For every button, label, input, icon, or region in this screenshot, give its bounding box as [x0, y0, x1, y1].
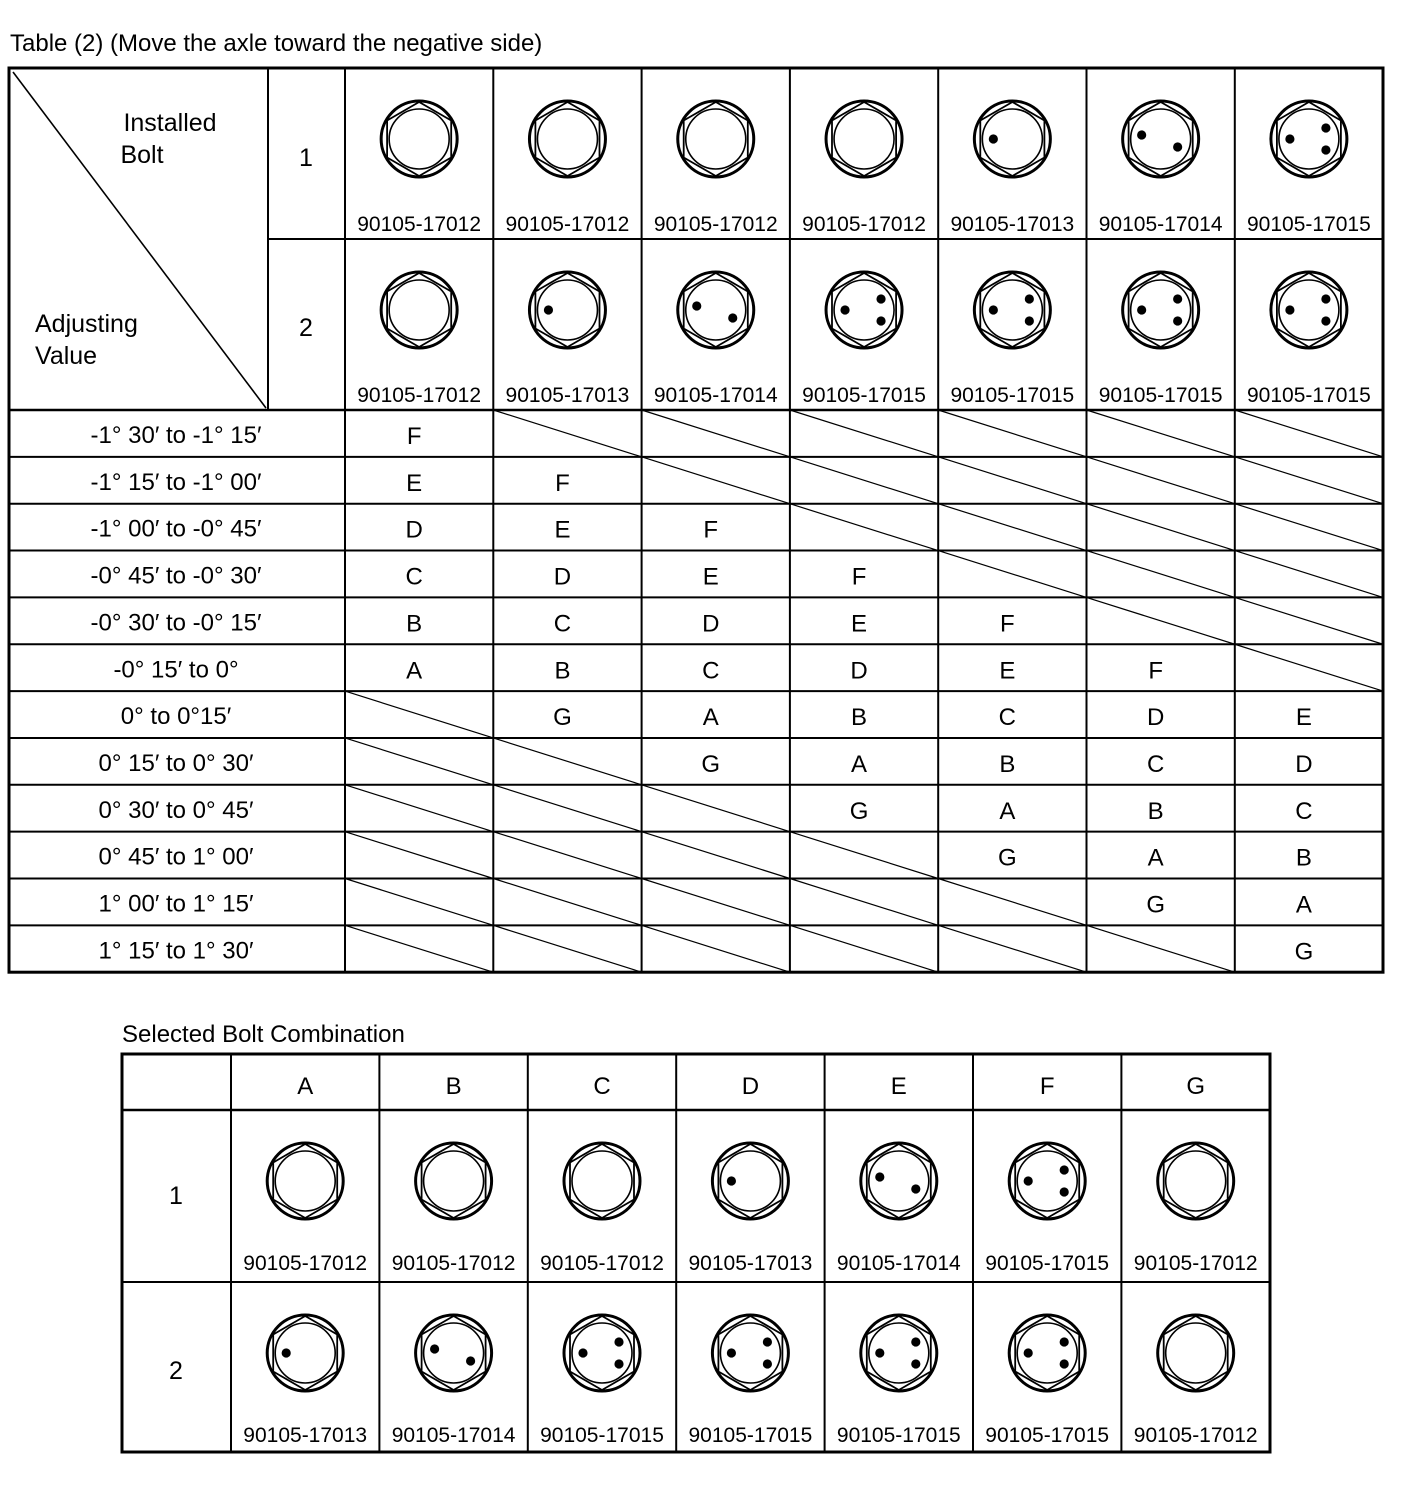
combination-letter: G	[1294, 938, 1314, 966]
bolt-icon	[267, 1143, 343, 1219]
bolt-outer-circle	[712, 1315, 788, 1391]
bolt-mark-dot	[1024, 1348, 1033, 1357]
bolt-outer-circle	[416, 1143, 492, 1219]
bolt-outer-circle	[564, 1143, 640, 1219]
bolt-hex-head	[273, 1144, 337, 1218]
bolt-mark-dot	[614, 1337, 623, 1346]
combination-letter: A	[999, 797, 1016, 825]
combination-letter: A	[406, 657, 423, 685]
bolt-part-number: 90105-17012	[357, 213, 482, 236]
combination-letter: F	[406, 423, 422, 450]
combination-letter: B	[1295, 844, 1312, 872]
bolt-inner-circle	[1166, 1151, 1226, 1211]
bolt-mark-dot	[727, 1176, 736, 1185]
bolt-icon	[416, 1315, 492, 1391]
combination-letter: A	[702, 704, 719, 732]
adjusting-range-label: -0° 15′ to 0°	[113, 656, 239, 684]
combination-letter: A	[851, 750, 868, 778]
combination-letter: F	[851, 563, 867, 591]
combination-letter: D	[553, 563, 572, 591]
adjusting-range-label: 1° 00′ to 1° 15′	[98, 890, 254, 918]
combination-letter: E	[999, 657, 1016, 685]
combination-letter: A	[1295, 891, 1312, 919]
bolt-outer-circle	[416, 1315, 492, 1391]
combination-letter: C	[998, 704, 1017, 732]
table-caption: Table (2) (Move the axle toward the negative side)	[10, 30, 543, 57]
bolt-hex-head	[1164, 1316, 1228, 1390]
bolt-icon	[1158, 1143, 1234, 1219]
adjusting-range-label: 0° to 0°15′	[120, 703, 232, 731]
bolt-part-number: 90105-17013	[688, 1252, 813, 1275]
bolt-hex-head	[422, 1316, 486, 1390]
bolt-mark-dot	[875, 1172, 884, 1181]
adjusting-range-label: -1° 00′ to -0° 45′	[90, 515, 262, 543]
bolt-part-number: 90105-17015	[1247, 384, 1371, 407]
combination-letter: B	[999, 750, 1016, 778]
combination-letter-header: F	[1039, 1073, 1055, 1100]
combination-letter: B	[406, 610, 423, 638]
bolt-icon	[861, 1315, 937, 1391]
bolt-part-number: 90105-17012	[802, 213, 926, 236]
bolt-outer-circle	[1009, 1315, 1085, 1391]
bolt-mark-dot	[911, 1184, 920, 1193]
bolt-mark-dot	[875, 1348, 884, 1357]
bolt-outer-circle	[712, 1143, 788, 1219]
combination-letter: F	[1000, 610, 1015, 638]
bolt-icon	[712, 1315, 788, 1391]
bolt-mark-dot	[911, 1359, 920, 1368]
bolt-inner-circle	[572, 1151, 632, 1211]
bolt-part-number: 90105-17014	[391, 1424, 516, 1447]
bolt-part-number: 90105-17015	[540, 1424, 664, 1447]
bolt-part-number: 90105-17013	[950, 213, 1075, 236]
combination-letter: C	[702, 657, 720, 685]
bolt-row-label: 2	[169, 1357, 183, 1385]
bolt-part-number: 90105-17012	[653, 213, 778, 236]
adjusting-range-label: 1° 15′ to 1° 30′	[98, 937, 254, 965]
bolt-hex-head	[867, 1144, 931, 1218]
adjusting-range-label: 0° 45′ to 1° 00′	[98, 843, 254, 871]
bolt-part-number: 90105-17012	[357, 384, 482, 407]
bolt-part-number: 90105-17012	[1133, 1252, 1258, 1275]
combination-letter: E	[1295, 704, 1312, 732]
bolt-part-number: 90105-17012	[505, 213, 630, 236]
bolt-hex-head	[1164, 1144, 1228, 1218]
installed-bolt-label: Bolt	[120, 141, 164, 169]
bolt-part-number: 90105-17012	[391, 1252, 516, 1275]
combination-letter: F	[1148, 657, 1163, 685]
bolt-part-number: 90105-17015	[688, 1424, 813, 1447]
bolt-icon	[1009, 1143, 1085, 1219]
combination-letter-header: G	[1186, 1073, 1206, 1100]
bolt-mark-dot	[1060, 1165, 1069, 1174]
combination-letter: D	[702, 610, 720, 638]
bolt-mark-dot	[911, 1337, 920, 1346]
bolt-part-number: 90105-17013	[505, 384, 630, 407]
bolt-mark-dot	[763, 1337, 772, 1346]
combination-letter: A	[1147, 844, 1164, 872]
combination-letter: E	[554, 516, 571, 544]
bolt-icon	[416, 1143, 492, 1219]
combination-letter: B	[1147, 797, 1164, 825]
bolt-part-number: 90105-17012	[243, 1252, 368, 1275]
adjusting-range-label: 0° 30′ to 0° 45′	[98, 796, 254, 824]
bolt-part-number: 90105-17015	[950, 384, 1075, 407]
adjusting-range-label: -1° 30′ to -1° 15′	[90, 422, 262, 449]
combination-letter: C	[405, 563, 423, 591]
combination-letter: G	[553, 704, 572, 732]
combination-letter-header: E	[890, 1073, 907, 1100]
combination-letter: B	[554, 657, 571, 685]
combination-letter: G	[701, 750, 721, 778]
bolt-row-label: 2	[299, 314, 313, 342]
bolt-hex-head	[570, 1144, 634, 1218]
bolt-mark-dot	[282, 1348, 291, 1357]
bolt-mark-dot	[466, 1356, 475, 1365]
combination-letter: D	[1295, 750, 1313, 778]
combination-letter: E	[702, 563, 719, 591]
bolt-icon	[1158, 1315, 1234, 1391]
bolt-mark-dot	[614, 1359, 623, 1368]
bolt-row-label: 1	[169, 1182, 183, 1210]
combination-letter: C	[1295, 797, 1313, 825]
bolt-mark-dot	[763, 1359, 772, 1368]
combination-letter: G	[1146, 891, 1165, 919]
combination-letter-header: B	[445, 1073, 462, 1100]
bolt-inner-circle	[424, 1151, 484, 1211]
bolt-outer-circle	[267, 1315, 343, 1391]
bolt-part-number: 90105-17015	[802, 384, 926, 407]
bolt-outer-circle	[564, 1315, 640, 1391]
combination-letter: E	[406, 469, 423, 497]
adjusting-range-label: -0° 45′ to -0° 30′	[90, 562, 262, 590]
bolt-mark-dot	[578, 1348, 587, 1357]
adjusting-value-label: Adjusting	[35, 310, 138, 338]
bolt-part-number: 90105-17014	[836, 1252, 961, 1275]
bolt-icon	[564, 1143, 640, 1219]
bolt-mark-dot	[1060, 1359, 1069, 1368]
combination-letter: C	[553, 610, 572, 638]
adjusting-value-label: Value	[35, 342, 98, 370]
bolt-mark-dot	[1024, 1176, 1033, 1185]
combination-letter: G	[849, 797, 869, 825]
bolt-part-number: 90105-17015	[1098, 384, 1223, 407]
bolt-icon	[564, 1315, 640, 1391]
bolt-part-number: 90105-17015	[836, 1424, 961, 1447]
adjusting-range-label: 0° 15′ to 0° 30′	[98, 749, 254, 777]
bolt-inner-circle	[275, 1151, 335, 1211]
bolt-part-number: 90105-17015	[985, 1424, 1110, 1447]
bolt-mark-dot	[1060, 1187, 1069, 1196]
bolt-outer-circle	[861, 1143, 937, 1219]
bolt-mark-dot	[430, 1344, 439, 1353]
selected-bolt-caption: Selected Bolt Combination	[122, 1021, 405, 1048]
combination-letter: F	[703, 516, 719, 544]
bolt-icon	[712, 1143, 788, 1219]
bolt-icon	[1009, 1315, 1085, 1391]
adjusting-range-label: -1° 15′ to -1° 00′	[90, 468, 262, 496]
combination-letter-header: D	[741, 1073, 760, 1100]
combination-letter: C	[1146, 750, 1165, 778]
combination-letter: B	[851, 704, 868, 732]
combination-letter: E	[851, 610, 868, 638]
bolt-row-label: 1	[299, 144, 313, 172]
bolt-outer-circle	[1009, 1143, 1085, 1219]
bolt-part-number: 90105-17013	[243, 1424, 368, 1447]
combination-letter-header: C	[593, 1073, 611, 1100]
bolt-mark-dot	[1060, 1337, 1069, 1346]
bolt-outer-circle	[1158, 1315, 1234, 1391]
installed-bolt-label: Installed	[123, 109, 217, 137]
bolt-outer-circle	[861, 1315, 937, 1391]
adjusting-range-label: -0° 30′ to -0° 15′	[90, 609, 262, 637]
bolt-part-number: 90105-17014	[1098, 213, 1223, 236]
bolt-inner-circle	[1166, 1323, 1226, 1383]
bolt-icon	[267, 1315, 343, 1391]
bolt-outer-circle	[1158, 1143, 1234, 1219]
combination-letter: D	[850, 657, 868, 685]
bolt-outer-circle	[267, 1143, 343, 1219]
bolt-icon	[861, 1143, 937, 1219]
bolt-part-number: 90105-17014	[653, 384, 778, 407]
bolt-part-number: 90105-17012	[1133, 1424, 1258, 1447]
combination-letter: F	[555, 469, 570, 497]
bolt-part-number: 90105-17015	[1247, 213, 1371, 236]
bolt-part-number: 90105-17015	[985, 1252, 1110, 1275]
combination-letter: G	[998, 844, 1017, 872]
combination-letter: D	[405, 516, 423, 544]
bolt-mark-dot	[727, 1348, 736, 1357]
combination-letter: D	[1146, 704, 1165, 732]
bolt-part-number: 90105-17012	[540, 1252, 664, 1275]
combination-letter-header: A	[297, 1073, 314, 1100]
bolt-hex-head	[422, 1144, 486, 1218]
